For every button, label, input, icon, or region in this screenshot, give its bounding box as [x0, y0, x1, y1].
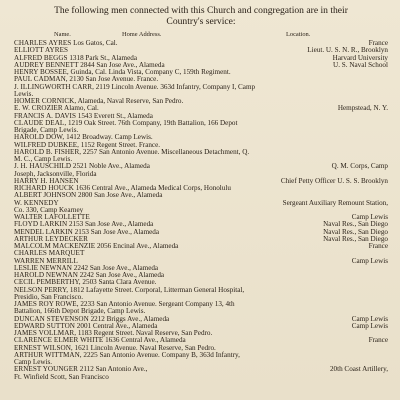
roster-location: U. S. Naval School [333, 60, 388, 69]
roster-address: 1318 Park St., Alameda [67, 53, 137, 62]
roster-name: JAMES VOLLMAR, [14, 329, 77, 338]
roster-location: Hempstead, N. Y. [337, 104, 388, 113]
roster-address: 2153 San Jose Ave., Alameda [72, 227, 160, 236]
roster-name: HARRY H. HANSEN [14, 176, 79, 185]
roster-row [14, 84, 388, 91]
roster-name: HOMER CORNICK, [14, 97, 77, 106]
roster-name: ARTHUR WITTMAN, [14, 350, 82, 359]
roster-location: France [368, 242, 388, 251]
roster-location: Naval Res., San Diego [323, 234, 388, 243]
roster-row [14, 352, 388, 359]
roster-address: 1152 Regent Street. France. [79, 140, 161, 149]
roster-address: 1183 Regent Street. Naval Reserve, San Pedro. [76, 329, 213, 338]
roster-name: HAROLD NEWNAN [14, 271, 78, 280]
roster-name: HAROLD DOW, [14, 133, 65, 142]
roster-address: 2119 Lincoln Avenue. 363d Infantry, Company I, Camp [93, 82, 256, 91]
roster-address: Camp Lewis. [14, 358, 53, 367]
roster-address: 2242 San Jose Ave., Alameda [77, 271, 165, 280]
roster-address: M. C., Camp Lewis. [14, 155, 73, 164]
roster-location: Naval Res., San Diego [323, 220, 388, 229]
roster-address: 1636 Central Ave., Alameda [103, 336, 186, 345]
roster-name: AUDREY BENNETT [14, 60, 79, 69]
roster-address: 2844 San Jose Ave., Alameda [78, 60, 165, 69]
roster-row [14, 374, 388, 381]
column-header-name: Name. [54, 31, 71, 39]
roster-name: CHARLES AYRES [14, 39, 72, 48]
roster-address: Presidio, San Francisco. [14, 292, 84, 301]
roster-location: Camp Lewis [351, 321, 388, 330]
roster-name: J. ILLINGWORTH CARR, [14, 82, 94, 91]
roster-address: Guinda, Cal. Linda Vista, Company C, 159th Regiment. [68, 68, 231, 77]
roster-name: E. W. CROZIER [14, 104, 63, 113]
roster-address: 2112 San Antonio Ave., [77, 365, 148, 374]
roster-address: 2001 Central Ave., Alameda [75, 321, 158, 330]
roster-name: J. H. HAUSCHILD [14, 162, 72, 171]
roster-address: 1543 Everett St., Alameda [75, 111, 153, 120]
roster-address: Ft. Winfield Scott, San Francisco [14, 372, 109, 381]
roster-name: ALBERT JOHNSON [14, 191, 77, 200]
roster-name: ALFRED BEGGS [14, 53, 68, 62]
roster-address: Lewis. [14, 89, 34, 98]
roster-name: HAROLD B. FISHER, [14, 147, 82, 156]
roster-name: PAUL CADMAN, [14, 75, 68, 84]
roster-location: France [368, 39, 388, 48]
roster-name: JAMES ROY ROWE, [14, 300, 79, 309]
roster-name: ERNEST YOUNGER [14, 365, 78, 374]
roster-address: Brigade, Camp Lewis. [14, 126, 79, 135]
roster-name: MENDEL LARKIN [14, 227, 73, 236]
roster-address: 2800 San Jose Ave., Alameda [76, 191, 163, 200]
roster-address: 2257 San Antonio Avenue. Miscellaneous Detachment, Q. [81, 147, 250, 156]
roster-location: Camp Lewis [351, 314, 388, 323]
roster-address: 2130 San Jose Avenue. France. [67, 75, 159, 84]
roster-location: Camp Lewis [351, 213, 388, 222]
roster-address: Co. 330, Camp Kearney [14, 205, 84, 214]
roster-name: NELSON PERRY, [14, 285, 69, 294]
roster-location: Lieut. U. S. N. R., Brooklyn [307, 46, 388, 55]
roster-address: 1812 Lafayette Street. Corporal, Litterman General Hospital, [68, 285, 245, 294]
roster-address: Joseph, Jacksonville, Florida [14, 169, 97, 178]
roster-location: Camp Lewis [351, 256, 388, 265]
roster-name: EDWARD SUTTON [14, 321, 76, 330]
roster-address: 1621 Lincoln Avenue. Naval Reserve, San Pedro. [72, 343, 216, 352]
roster-address: 2212 Briggs Ave., Alameda [88, 314, 170, 323]
roster-name: FLOYD LARKIN [14, 220, 68, 229]
roster-name: HENRY BOSSEE, [14, 68, 69, 77]
roster-name: WARREN MERRILL [14, 256, 78, 265]
roster-address: 1412 Broadway. Camp Lewis. [64, 133, 153, 142]
roster-location: Sergeant Auxiliary Remount Station, [282, 198, 388, 207]
roster-name: CECIL PEMBERTHY, [14, 278, 81, 287]
roster-address: Alamo, Cal. [62, 104, 99, 113]
roster-location: Q. M. Corps, Camp [331, 162, 388, 171]
roster-address: 2242 San Jose Ave., Alameda [71, 263, 159, 272]
roster-address: Los Gatos, Cal. [71, 39, 118, 48]
roster-location: France [368, 336, 388, 345]
roster-location: Harvard University [332, 53, 388, 62]
roster-address: 2503 Santa Clara Avenue. [80, 278, 157, 287]
roster-address: 1636 Central Ave., Alameda Medical Corps, Honolulu [73, 184, 231, 193]
roster-name: ERNEST WILSON, [14, 343, 73, 352]
service-roster [14, 40, 388, 381]
column-headers [14, 31, 388, 39]
page-heading: The following men connected with this Church and congregation are in their Country's service: [54, 5, 348, 27]
roster-address: 2521 Noble Ave., Alameda [71, 162, 150, 171]
column-header-home: Home Address. [122, 31, 162, 39]
roster-name: W. KENNEDY [14, 198, 59, 207]
roster-address: Battalion, 166th Depot Brigade, Camp Lewis. [14, 307, 146, 316]
roster-address: 1219 Oak Street. 76th Company, 19th Battalion, 166 Depot [66, 118, 238, 127]
roster-address: Alameda, Naval Reserve, San Pedro. [76, 97, 184, 106]
roster-name: FRANCIS A. DAVIS [14, 111, 76, 120]
roster-location: Naval Res., San Diego [323, 227, 388, 236]
roster-address: 2056 Encinal Ave., Alameda [95, 242, 179, 251]
roster-name: LESLIE NEWNAN [14, 263, 72, 272]
roster-name: DUNCAN STEVENSON [14, 314, 89, 323]
roster-location: Chief Petty Officer U. S. S. Brooklyn [280, 176, 388, 185]
roster-name: RICHARD HOUCK [14, 184, 74, 193]
roster-name: WILFRED DUBKEE, [14, 140, 80, 149]
roster-name: ELLIOTT AYRES [14, 46, 69, 55]
roster-location: 20th Coast Artillery, [329, 365, 388, 374]
roster-name: ARTHUR LEYDECKER [14, 234, 88, 243]
roster-name: CLAUDE DEAL, [14, 118, 67, 127]
roster-address: 2225 San Antonio Avenue. Company B, 363d Infantry, [81, 350, 240, 359]
roster-name: MALCOLM MACKENZIE [14, 242, 96, 251]
roster-address: 2233 San Antonio Avenue. Sergeant Company 13, 4th [78, 300, 235, 309]
roster-name: CHARLES MARQUET [14, 249, 85, 258]
column-header-location: Location. [286, 31, 311, 39]
roster-name: CLARENCE ELMER WHITE [14, 336, 104, 345]
roster-address: 2153 San Jose Ave., Alameda [67, 220, 154, 229]
roster-name: WALTER LAFOLLETTE [14, 213, 90, 222]
